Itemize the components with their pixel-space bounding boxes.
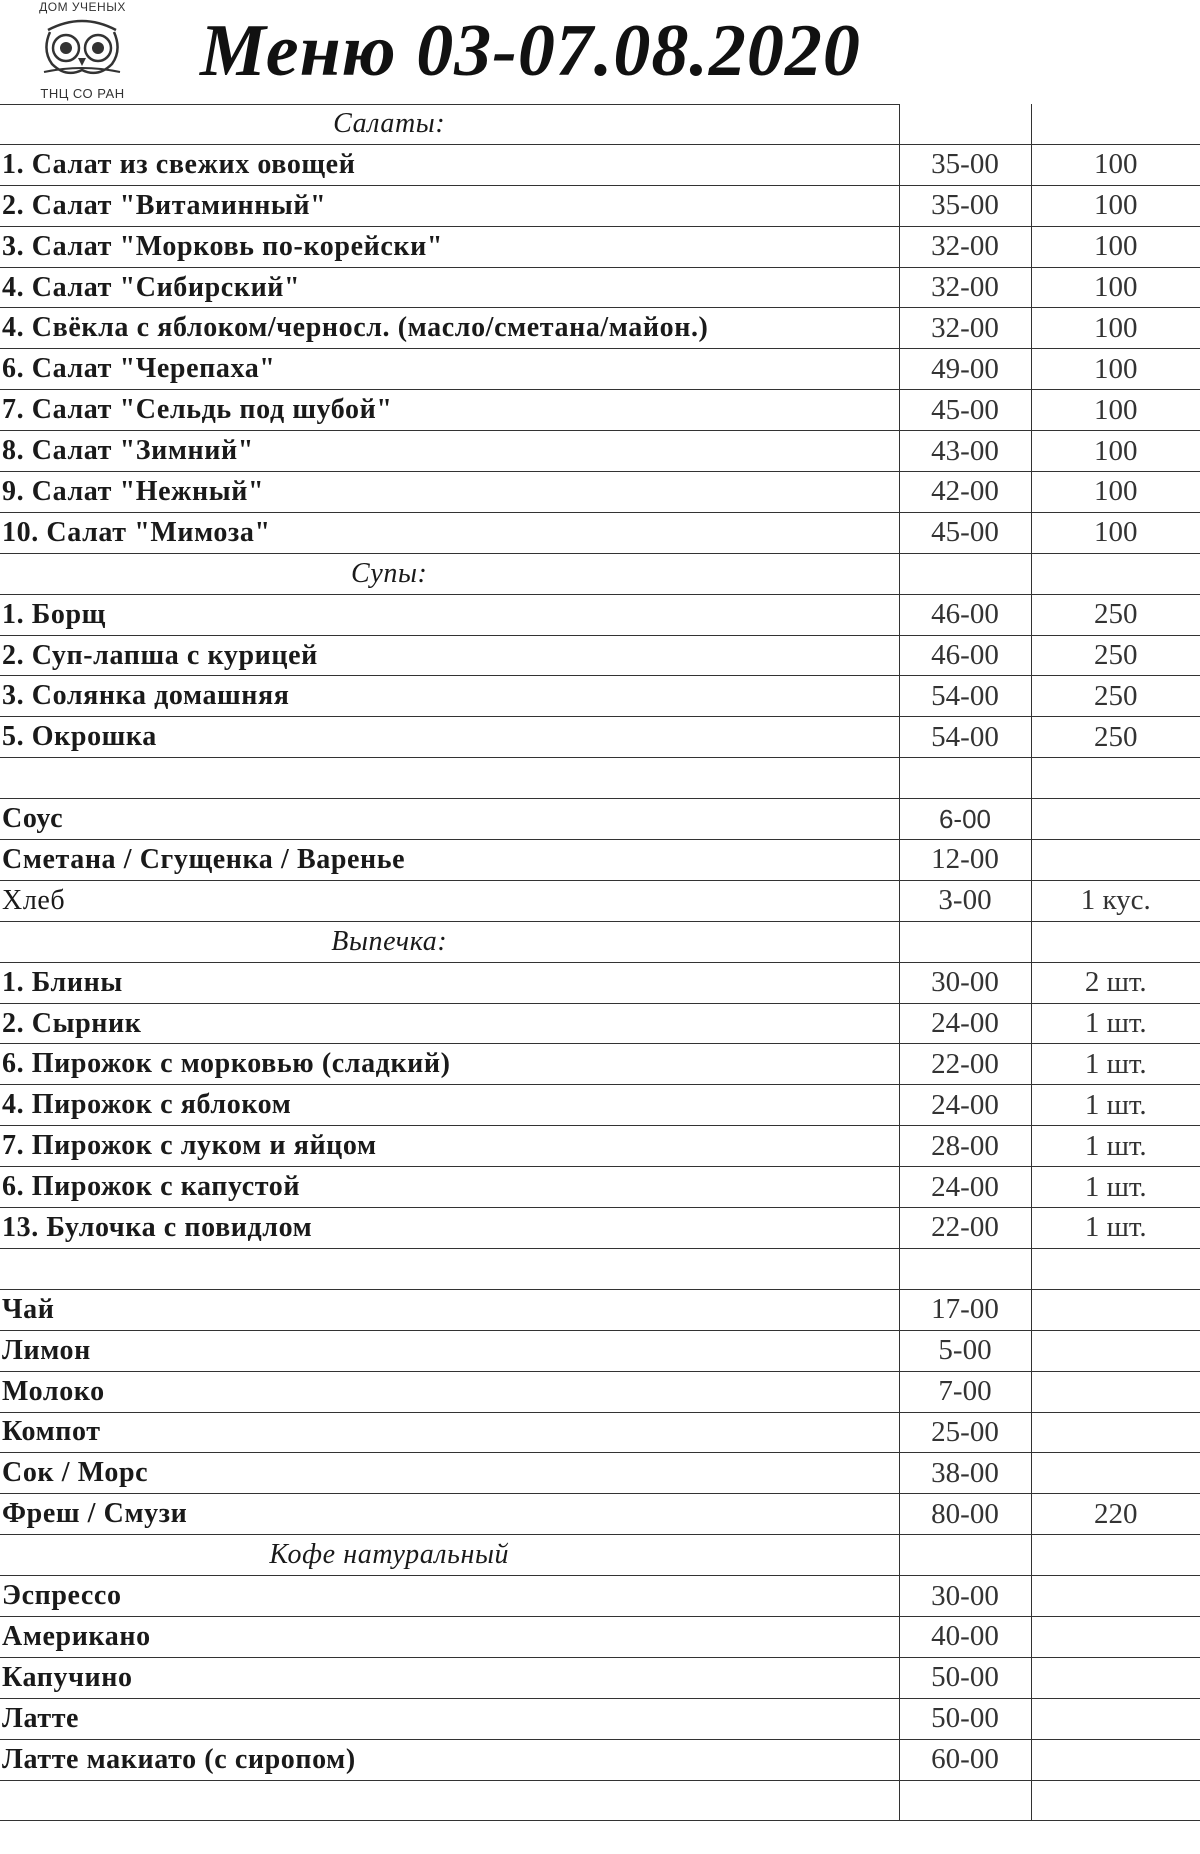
item-price: 22-00 [899, 1044, 1031, 1085]
menu-item-row [0, 594, 1200, 635]
menu-item-row [0, 472, 1200, 513]
menu-item-row [0, 1085, 1200, 1126]
item-name: 6. Салат "Черепаха" [0, 349, 899, 390]
item-portion: 250 [1031, 594, 1200, 635]
menu-item-row [0, 1494, 1200, 1535]
section-header-row [0, 921, 1200, 962]
section-header-row [0, 104, 1200, 144]
logo-bottom-text: ТНЦ СО РАН [40, 86, 125, 101]
item-price: 35-00 [899, 144, 1031, 185]
item-portion: 100 [1031, 472, 1200, 513]
section-title: Выпечка: [0, 921, 899, 962]
item-portion [1031, 799, 1200, 840]
menu-item-row [0, 1576, 1200, 1617]
item-name [0, 1780, 899, 1821]
item-price [899, 104, 1031, 144]
item-portion [1031, 1739, 1200, 1780]
item-name: Компот [0, 1412, 899, 1453]
item-price: 42-00 [899, 472, 1031, 513]
item-portion: 1 шт. [1031, 1126, 1200, 1167]
menu-item-row [0, 226, 1200, 267]
item-name: 2. Салат "Витаминный" [0, 185, 899, 226]
item-portion [1031, 104, 1200, 144]
item-price: 28-00 [899, 1126, 1031, 1167]
item-name: Фреш / Смузи [0, 1494, 899, 1535]
item-portion [1031, 1289, 1200, 1330]
item-name: Хлеб [0, 880, 899, 921]
menu-item-row [0, 144, 1200, 185]
item-name: 8. Салат "Зимний" [0, 431, 899, 472]
page-title: Меню 03-07.08.2020 [200, 10, 861, 92]
menu-item-row [0, 962, 1200, 1003]
item-portion [1031, 1576, 1200, 1617]
item-name: 4. Салат "Сибирский" [0, 267, 899, 308]
item-name: Сметана / Сгущенка / Варенье [0, 840, 899, 881]
logo-top-text: ДОМ УЧЕНЫХ [39, 0, 126, 14]
item-price: 7-00 [899, 1371, 1031, 1412]
item-portion: 1 шт. [1031, 1044, 1200, 1085]
item-price: 40-00 [899, 1616, 1031, 1657]
item-price [899, 1780, 1031, 1821]
item-portion: 100 [1031, 390, 1200, 431]
item-portion: 100 [1031, 226, 1200, 267]
item-price: 50-00 [899, 1698, 1031, 1739]
item-name: Сок / Морс [0, 1453, 899, 1494]
menu-item-row [0, 185, 1200, 226]
item-name: 5. Окрошка [0, 717, 899, 758]
item-name: 6. Пирожок с морковью (сладкий) [0, 1044, 899, 1085]
item-price: 22-00 [899, 1208, 1031, 1249]
item-name: 3. Салат "Морковь по-корейски" [0, 226, 899, 267]
menu-item-row [0, 880, 1200, 921]
menu-item-row [0, 717, 1200, 758]
item-price [899, 921, 1031, 962]
section-title: Салаты: [0, 104, 899, 144]
menu-item-row [0, 1208, 1200, 1249]
item-price: 30-00 [899, 962, 1031, 1003]
item-portion: 100 [1031, 349, 1200, 390]
menu-body [0, 104, 1200, 1821]
item-portion: 100 [1031, 267, 1200, 308]
item-price: 24-00 [899, 1085, 1031, 1126]
item-price: 3-00 [899, 880, 1031, 921]
item-price [899, 1535, 1031, 1576]
menu-item-row [0, 1739, 1200, 1780]
item-name: Американо [0, 1616, 899, 1657]
item-name: Чай [0, 1289, 899, 1330]
item-portion [1031, 1657, 1200, 1698]
item-portion: 100 [1031, 512, 1200, 553]
item-price: 38-00 [899, 1453, 1031, 1494]
menu-item-row [0, 1616, 1200, 1657]
menu-item-row [0, 1167, 1200, 1208]
item-price: 60-00 [899, 1739, 1031, 1780]
item-name: 7. Пирожок с луком и яйцом [0, 1126, 899, 1167]
item-name: 4. Свёкла с яблоком/черносл. (масло/сметана/майон.) [0, 308, 899, 349]
item-portion [1031, 1248, 1200, 1289]
item-price: 45-00 [899, 512, 1031, 553]
menu-item-row [0, 799, 1200, 840]
item-name: 2. Суп-лапша с курицей [0, 635, 899, 676]
item-portion [1031, 553, 1200, 594]
menu-item-row [0, 349, 1200, 390]
item-portion [1031, 1412, 1200, 1453]
menu-item-row [0, 1371, 1200, 1412]
item-name: 7. Салат "Сельдь под шубой" [0, 390, 899, 431]
item-name: Молоко [0, 1371, 899, 1412]
item-name: 4. Пирожок с яблоком [0, 1085, 899, 1126]
item-portion: 1 шт. [1031, 1208, 1200, 1249]
item-name: Латте макиато (с сиропом) [0, 1739, 899, 1780]
item-portion [1031, 1453, 1200, 1494]
menu-item-row [0, 1453, 1200, 1494]
menu-item-row [0, 1330, 1200, 1371]
item-portion [1031, 921, 1200, 962]
item-portion [1031, 1780, 1200, 1821]
item-name: Латте [0, 1698, 899, 1739]
item-portion: 1 шт. [1031, 1085, 1200, 1126]
item-price: 25-00 [899, 1412, 1031, 1453]
item-price: 12-00 [899, 840, 1031, 881]
menu-item-row [0, 512, 1200, 553]
section-title: Супы: [0, 553, 899, 594]
item-portion [1031, 1371, 1200, 1412]
item-portion [1031, 1330, 1200, 1371]
item-portion: 100 [1031, 185, 1200, 226]
item-price: 80-00 [899, 1494, 1031, 1535]
menu-item-row [0, 1698, 1200, 1739]
item-price [899, 553, 1031, 594]
item-price: 43-00 [899, 431, 1031, 472]
item-price: 35-00 [899, 185, 1031, 226]
item-portion: 1 кус. [1031, 880, 1200, 921]
item-price: 6-00 [899, 799, 1031, 840]
item-portion [1031, 1698, 1200, 1739]
item-price: 54-00 [899, 717, 1031, 758]
menu-item-row [0, 1412, 1200, 1453]
item-price: 32-00 [899, 308, 1031, 349]
empty-row [0, 1780, 1200, 1821]
logo [30, 0, 135, 108]
item-price: 24-00 [899, 1167, 1031, 1208]
item-portion [1031, 840, 1200, 881]
item-portion [1031, 1535, 1200, 1576]
menu-item-row [0, 390, 1200, 431]
header [0, 0, 1200, 108]
item-portion: 100 [1031, 431, 1200, 472]
item-name [0, 758, 899, 799]
item-name: 13. Булочка с повидлом [0, 1208, 899, 1249]
section-title: Кофе натуральный [0, 1535, 899, 1576]
item-price: 32-00 [899, 267, 1031, 308]
item-portion: 220 [1031, 1494, 1200, 1535]
item-portion [1031, 758, 1200, 799]
menu-item-row [0, 1289, 1200, 1330]
item-price [899, 758, 1031, 799]
menu-item-row [0, 308, 1200, 349]
item-portion [1031, 1616, 1200, 1657]
item-portion: 250 [1031, 676, 1200, 717]
item-portion: 100 [1031, 144, 1200, 185]
item-name: 10. Салат "Мимоза" [0, 512, 899, 553]
item-name: Соус [0, 799, 899, 840]
section-header-row [0, 1535, 1200, 1576]
item-name: Эспрессо [0, 1576, 899, 1617]
menu-item-row [0, 1126, 1200, 1167]
item-portion: 100 [1031, 308, 1200, 349]
item-name: 9. Салат "Нежный" [0, 472, 899, 513]
menu-item-row [0, 840, 1200, 881]
item-name: 1. Борщ [0, 594, 899, 635]
item-price: 46-00 [899, 594, 1031, 635]
item-name: 2. Сырник [0, 1003, 899, 1044]
item-price: 32-00 [899, 226, 1031, 267]
item-portion: 2 шт. [1031, 962, 1200, 1003]
item-price: 24-00 [899, 1003, 1031, 1044]
menu-item-row [0, 1003, 1200, 1044]
item-name [0, 1248, 899, 1289]
item-price: 46-00 [899, 635, 1031, 676]
item-portion: 250 [1031, 717, 1200, 758]
menu-table [0, 104, 1200, 1821]
empty-row [0, 1248, 1200, 1289]
menu-item-row [0, 635, 1200, 676]
menu-item-row [0, 431, 1200, 472]
item-portion: 1 шт. [1031, 1003, 1200, 1044]
item-name: Капучино [0, 1657, 899, 1698]
item-portion: 1 шт. [1031, 1167, 1200, 1208]
menu-item-row [0, 1044, 1200, 1085]
item-price [899, 1248, 1031, 1289]
empty-row [0, 758, 1200, 799]
menu-item-row [0, 1657, 1200, 1698]
item-price: 50-00 [899, 1657, 1031, 1698]
item-price: 49-00 [899, 349, 1031, 390]
item-price: 17-00 [899, 1289, 1031, 1330]
item-price: 45-00 [899, 390, 1031, 431]
owl-logo-icon [38, 16, 126, 78]
menu-item-row [0, 676, 1200, 717]
item-name: 1. Салат из свежих овощей [0, 144, 899, 185]
item-name: 1. Блины [0, 962, 899, 1003]
item-price: 54-00 [899, 676, 1031, 717]
section-header-row [0, 553, 1200, 594]
menu-item-row [0, 267, 1200, 308]
item-name: 3. Солянка домашняя [0, 676, 899, 717]
item-name: 6. Пирожок с капустой [0, 1167, 899, 1208]
item-name: Лимон [0, 1330, 899, 1371]
item-portion: 250 [1031, 635, 1200, 676]
item-price: 30-00 [899, 1576, 1031, 1617]
item-price: 5-00 [899, 1330, 1031, 1371]
